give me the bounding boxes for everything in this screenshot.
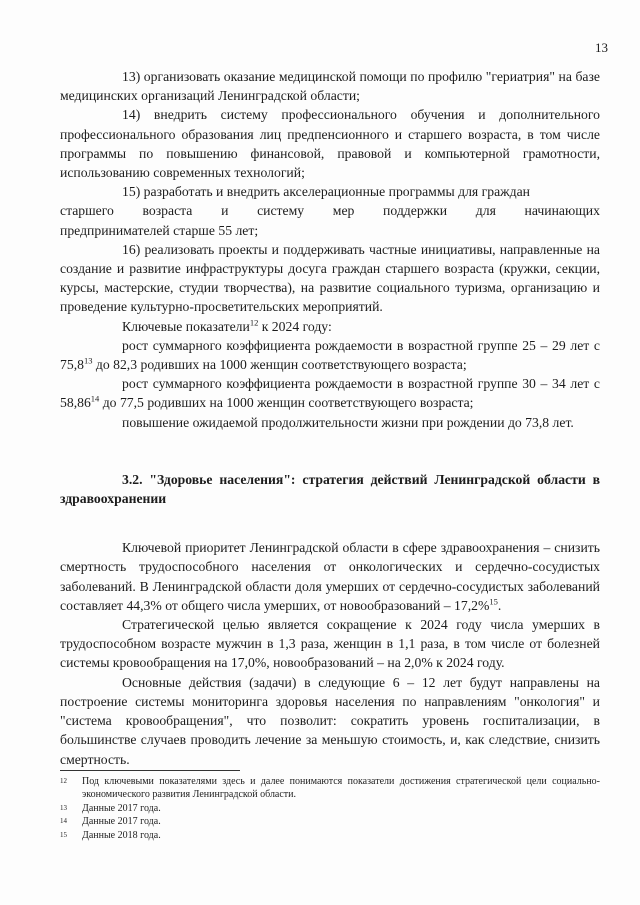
footnote-13 — [60, 802, 600, 815]
list-item-13: 13) организовать оказание медицинской помощи по профилю "гериатрия" на базе медицинских организаций Ленинградской области; — [60, 69, 600, 104]
footnote-ref-12: 12 — [249, 317, 259, 328]
indicator-2: рост суммарного коэффициента рождаемости в возрастной группе 30 – 34 лет с 58,86$^{14}$ до 77,5 родивших на 1000 женщин соответствующего возраста; — [60, 376, 600, 411]
list-item-15-line3: предпринимателей старше 55 лет; — [60, 222, 259, 238]
footnote-text: Данные 2017 года. — [82, 816, 161, 828]
document-body — [60, 67, 600, 769]
footnote-14 — [60, 815, 600, 828]
footnote-text: Данные 2017 года. — [82, 802, 161, 814]
key-indicators-lead: Ключевые показатели$^{12}$ к 2024 году: — [122, 317, 332, 334]
section-paragraph-1: Ключевой приоритет Ленинградской области в сфере здравоохранения – снизить смертность трудоспособного населения от онкологических и сердечно-сосудистых заболеваний. В Ленинградской области доля умерших от сердечно-сосудистых заболеваний составляет 44,3% от общего числа умерших, от новообразований – 17,2%$^{15}$. — [60, 540, 600, 613]
list-item-15 — [60, 182, 600, 201]
list-item-16: 16) реализовать проекты и поддерживать частные инициативы, направленные на создание и развитие инфраструктуры досуга граждан старшего возраста (кружки, секции, курсы, мастерские, студии творчества), на развитие социального туризма, организацию и проведение культурно-просветительских мероприятий. — [60, 241, 600, 315]
section-heading: 3.2. "Здоровье населения": стратегия действий Ленинградской области в здравоохранении — [60, 471, 600, 507]
footnote-number: 15 — [60, 830, 67, 839]
heading-gap — [60, 508, 600, 538]
footnote-text: Данные 2018 года. — [82, 829, 161, 841]
indicator-1: рост суммарного коэффициента рождаемости в возрастной группе 25 – 29 лет с 75,8$^{13}$ до 82,3 родивших на 1000 женщин соответствующего возраста; — [60, 337, 600, 373]
footnote-ref-13: 13 — [83, 355, 93, 366]
footnote-ref-15: 15 — [489, 596, 498, 607]
list-item-14: 14) внедрить систему профессионального обучения и дополнительного профессионального образования лиц предпенсионного и старшего возраста, в том числе программы по повышению финансовой, правовой и компьютерной грамотности, использованию современных технологий; — [60, 107, 600, 181]
footnote-12 — [60, 775, 600, 802]
footnotes — [60, 775, 600, 842]
footnote-number: 14 — [60, 817, 67, 826]
list-item-15-line2: старшего возраста и систему мер поддержки для начинающих — [60, 203, 600, 219]
footnote-separator — [60, 770, 240, 771]
footnote-number: 12 — [60, 777, 67, 785]
footnote-text: Под ключевыми показателями здесь и далее понимаются показатели достижения стратегической цели социально-экономического развития Ленинградской области. — [82, 776, 600, 801]
indicator-3: повышение ожидаемой продолжительности жизни при рождении до 73,8 лет. — [122, 414, 574, 430]
footnote-15 — [60, 829, 600, 842]
list-item-15-line1: 15) разработать и внедрить акселерационные программы для граждан — [122, 184, 530, 200]
section-paragraph-3: Основные действия (задачи) в следующие 6 – 12 лет будут направлены на построение системы мониторинга здоровья населения по направлениям "онкология" и "система кровообращения", что позволит: сократить уровень госпитализации, в большинстве случаев проводить лечение за меньшую стоимость, и, как следствие, снизить смертность. — [60, 674, 600, 767]
footnote-number: 13 — [60, 803, 67, 812]
footnote-ref-14: 14 — [90, 393, 100, 404]
section-paragraph-2: Стратегической целью является сокращение к 2024 году числа умерших в трудоспособном возрасте мужчин в 1,3 раза, женщин в 1,1 раза, в том числе от болезней системы кровообращения на 17,0%, новообразований – на 2,0% к 2024 году. — [60, 617, 600, 671]
page-number: 13 — [595, 40, 608, 55]
